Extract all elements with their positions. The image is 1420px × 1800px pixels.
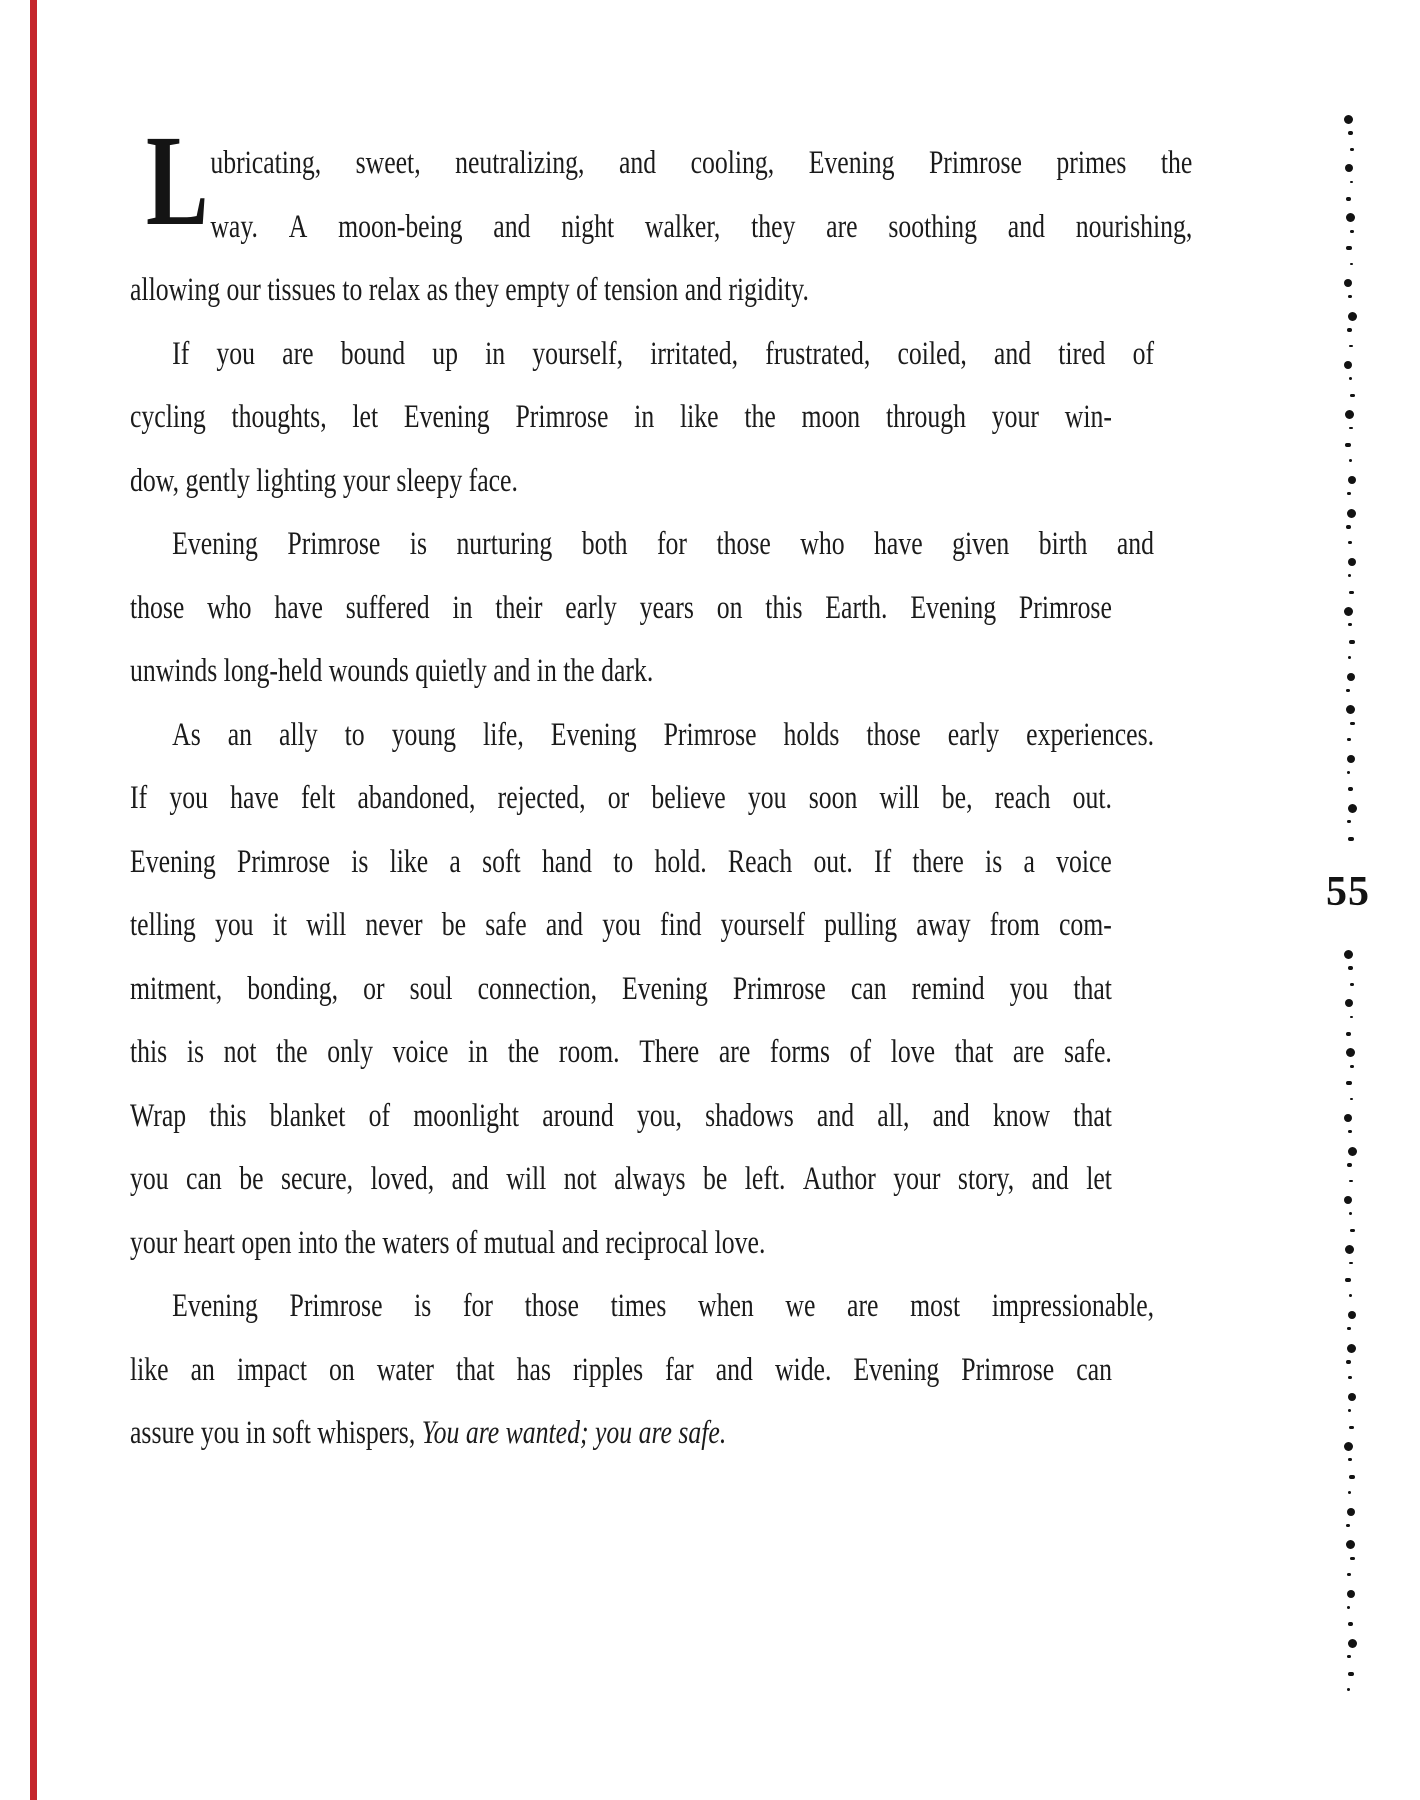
border-dot — [1348, 1672, 1354, 1676]
border-dot — [1349, 1180, 1353, 1183]
text-line: your heart open into the waters of mutual and reciprocal love. — [130, 1224, 766, 1261]
text-line: As an ally to young life, Evening Primrose holds those early experiences. — [172, 716, 1155, 753]
border-dot — [1348, 1311, 1356, 1319]
border-dot — [1347, 1163, 1352, 1167]
text-line: Evening Primrose is like a soft hand to hold. Reach out. If there is a voice — [130, 843, 1112, 880]
border-dot — [1347, 820, 1351, 823]
border-dot — [1345, 443, 1351, 447]
border-dot — [1348, 558, 1356, 566]
border-dot — [1348, 476, 1356, 484]
border-dot — [1349, 459, 1352, 462]
border-dot — [1350, 394, 1355, 398]
border-dot — [1347, 328, 1352, 332]
text-line: you can be secure, loved, and will not always be left. Author your story, and let — [130, 1161, 1112, 1197]
border-dot — [1344, 1114, 1352, 1122]
border-dot — [1346, 1081, 1352, 1085]
text-line: way. A moon-being and night walker, they are soothing and nourishing, — [210, 208, 1193, 245]
border-dot — [1348, 1491, 1351, 1494]
border-dot — [1349, 1294, 1352, 1297]
border-dot — [1346, 689, 1350, 692]
text-line: Wrap this blanket of moonlight around you, shadows and all, and know that — [130, 1097, 1112, 1134]
border-dot — [1347, 1688, 1350, 1691]
text-line: If you are bound up in yourself, irritated, frustrated, coiled, and tired of — [172, 335, 1155, 372]
dotted-border-top — [1341, 115, 1359, 845]
border-dot — [1346, 213, 1355, 222]
border-dot — [1344, 279, 1352, 287]
border-dot — [1346, 1524, 1350, 1527]
border-dot — [1345, 164, 1353, 172]
border-dot — [1349, 345, 1353, 348]
border-dot — [1350, 1016, 1353, 1019]
text-line: assure you in soft whispers, You are wanted; you are safe. — [130, 1415, 727, 1451]
border-dot — [1350, 1557, 1355, 1561]
border-dot — [1346, 1048, 1355, 1057]
border-dot — [1347, 755, 1355, 763]
border-dot — [1346, 1540, 1355, 1549]
border-dot — [1347, 1344, 1356, 1353]
border-dot — [1350, 722, 1355, 726]
border-dot — [1345, 1245, 1354, 1254]
border-dot — [1345, 1278, 1351, 1282]
border-dot — [1348, 837, 1354, 841]
border-dot — [1344, 115, 1353, 124]
border-dot — [1344, 950, 1353, 959]
border-dot — [1345, 999, 1353, 1007]
text-line: Evening Primrose is nurturing both for those who have given birth and — [172, 526, 1155, 562]
border-dot — [1347, 1573, 1351, 1576]
border-dot — [1350, 263, 1353, 266]
border-dot — [1347, 1508, 1355, 1516]
border-dot — [1348, 312, 1357, 321]
border-dot — [1349, 1475, 1355, 1479]
border-dot — [1344, 1442, 1353, 1451]
border-dot — [1348, 1409, 1351, 1412]
border-dot — [1346, 525, 1351, 529]
border-dot — [1348, 804, 1357, 813]
border-dot — [1348, 1376, 1352, 1379]
text-line: unwinds long-held wounds quietly and in the dark. — [130, 653, 654, 689]
text-line: If you have felt abandoned, rejected, or believe you soon will be, reach out. — [130, 780, 1112, 816]
border-dot — [1348, 1147, 1357, 1156]
border-dot — [1347, 509, 1356, 518]
border-dot — [1347, 771, 1350, 774]
border-dot — [1348, 1130, 1352, 1133]
border-dot — [1350, 1098, 1353, 1101]
border-dot — [1348, 966, 1353, 970]
border-dot — [1346, 705, 1355, 714]
border-dot — [1344, 607, 1353, 616]
border-dot — [1347, 738, 1351, 741]
border-dot — [1348, 1393, 1356, 1401]
text-line: this is not the only voice in the room. There are forms of love that are safe. — [130, 1034, 1112, 1070]
dotted-border-bottom — [1341, 950, 1359, 1692]
border-dot — [1347, 1327, 1351, 1330]
border-dot — [1347, 1590, 1355, 1598]
border-dot — [1348, 574, 1351, 577]
border-dot — [1349, 377, 1352, 380]
border-dot — [1348, 656, 1351, 659]
border-dot — [1350, 230, 1354, 233]
text-line: dow, gently lighting your sleepy face. — [130, 462, 518, 499]
border-dot — [1346, 1032, 1351, 1036]
drop-cap: L — [146, 109, 209, 253]
border-dot — [1347, 1606, 1350, 1609]
border-dot — [1349, 1262, 1353, 1265]
border-dot — [1348, 623, 1352, 626]
border-dot — [1348, 295, 1352, 298]
border-dot — [1349, 427, 1353, 430]
border-dot — [1350, 148, 1354, 151]
text-line: Evening Primrose is for those times when we are most impressionable, — [172, 1288, 1155, 1324]
border-dot — [1349, 1426, 1354, 1430]
border-dot — [1347, 673, 1355, 681]
border-dot — [1348, 1622, 1353, 1626]
border-dot — [1350, 1065, 1354, 1068]
border-dot — [1344, 361, 1352, 369]
text-line: allowing our tissues to relax as they empty of tension and rigidity. — [130, 272, 809, 308]
text-line: like an impact on water that has ripples far and wide. Evening Primrose can — [130, 1351, 1112, 1388]
border-dot — [1350, 181, 1353, 184]
border-dot — [1347, 1655, 1351, 1658]
border-dot — [1350, 983, 1354, 986]
text-line: cycling thoughts, let Evening Primrose in like the moon through your win- — [130, 399, 1112, 435]
border-dot — [1348, 1639, 1357, 1648]
page-number: 55 — [1326, 869, 1370, 915]
border-dot — [1350, 1229, 1355, 1233]
border-dot — [1346, 197, 1351, 201]
text-line: mitment, bonding, or soul connection, Evening Primrose can remind you that — [130, 970, 1112, 1007]
border-dot — [1346, 246, 1352, 250]
border-dot — [1345, 410, 1354, 419]
border-dot — [1348, 1458, 1352, 1461]
text-line: telling you it will never be safe and you find yourself pulling away from com- — [130, 907, 1112, 943]
text-line: those who have suffered in their early years on this Earth. Evening Primrose — [130, 589, 1112, 626]
border-dot — [1344, 1196, 1352, 1204]
border-dot — [1348, 787, 1353, 791]
text-line: ubricating, sweet, neutralizing, and cooling, Evening Primrose primes the — [210, 145, 1193, 181]
border-dot — [1348, 541, 1352, 544]
border-dot — [1349, 1212, 1352, 1215]
border-dot — [1348, 131, 1353, 135]
border-dot — [1346, 1360, 1351, 1364]
page-edge-red-line — [30, 0, 37, 1800]
border-dot — [1349, 591, 1354, 595]
border-dot — [1347, 492, 1351, 495]
text-block — [130, 132, 1193, 1466]
border-dot — [1349, 640, 1355, 644]
